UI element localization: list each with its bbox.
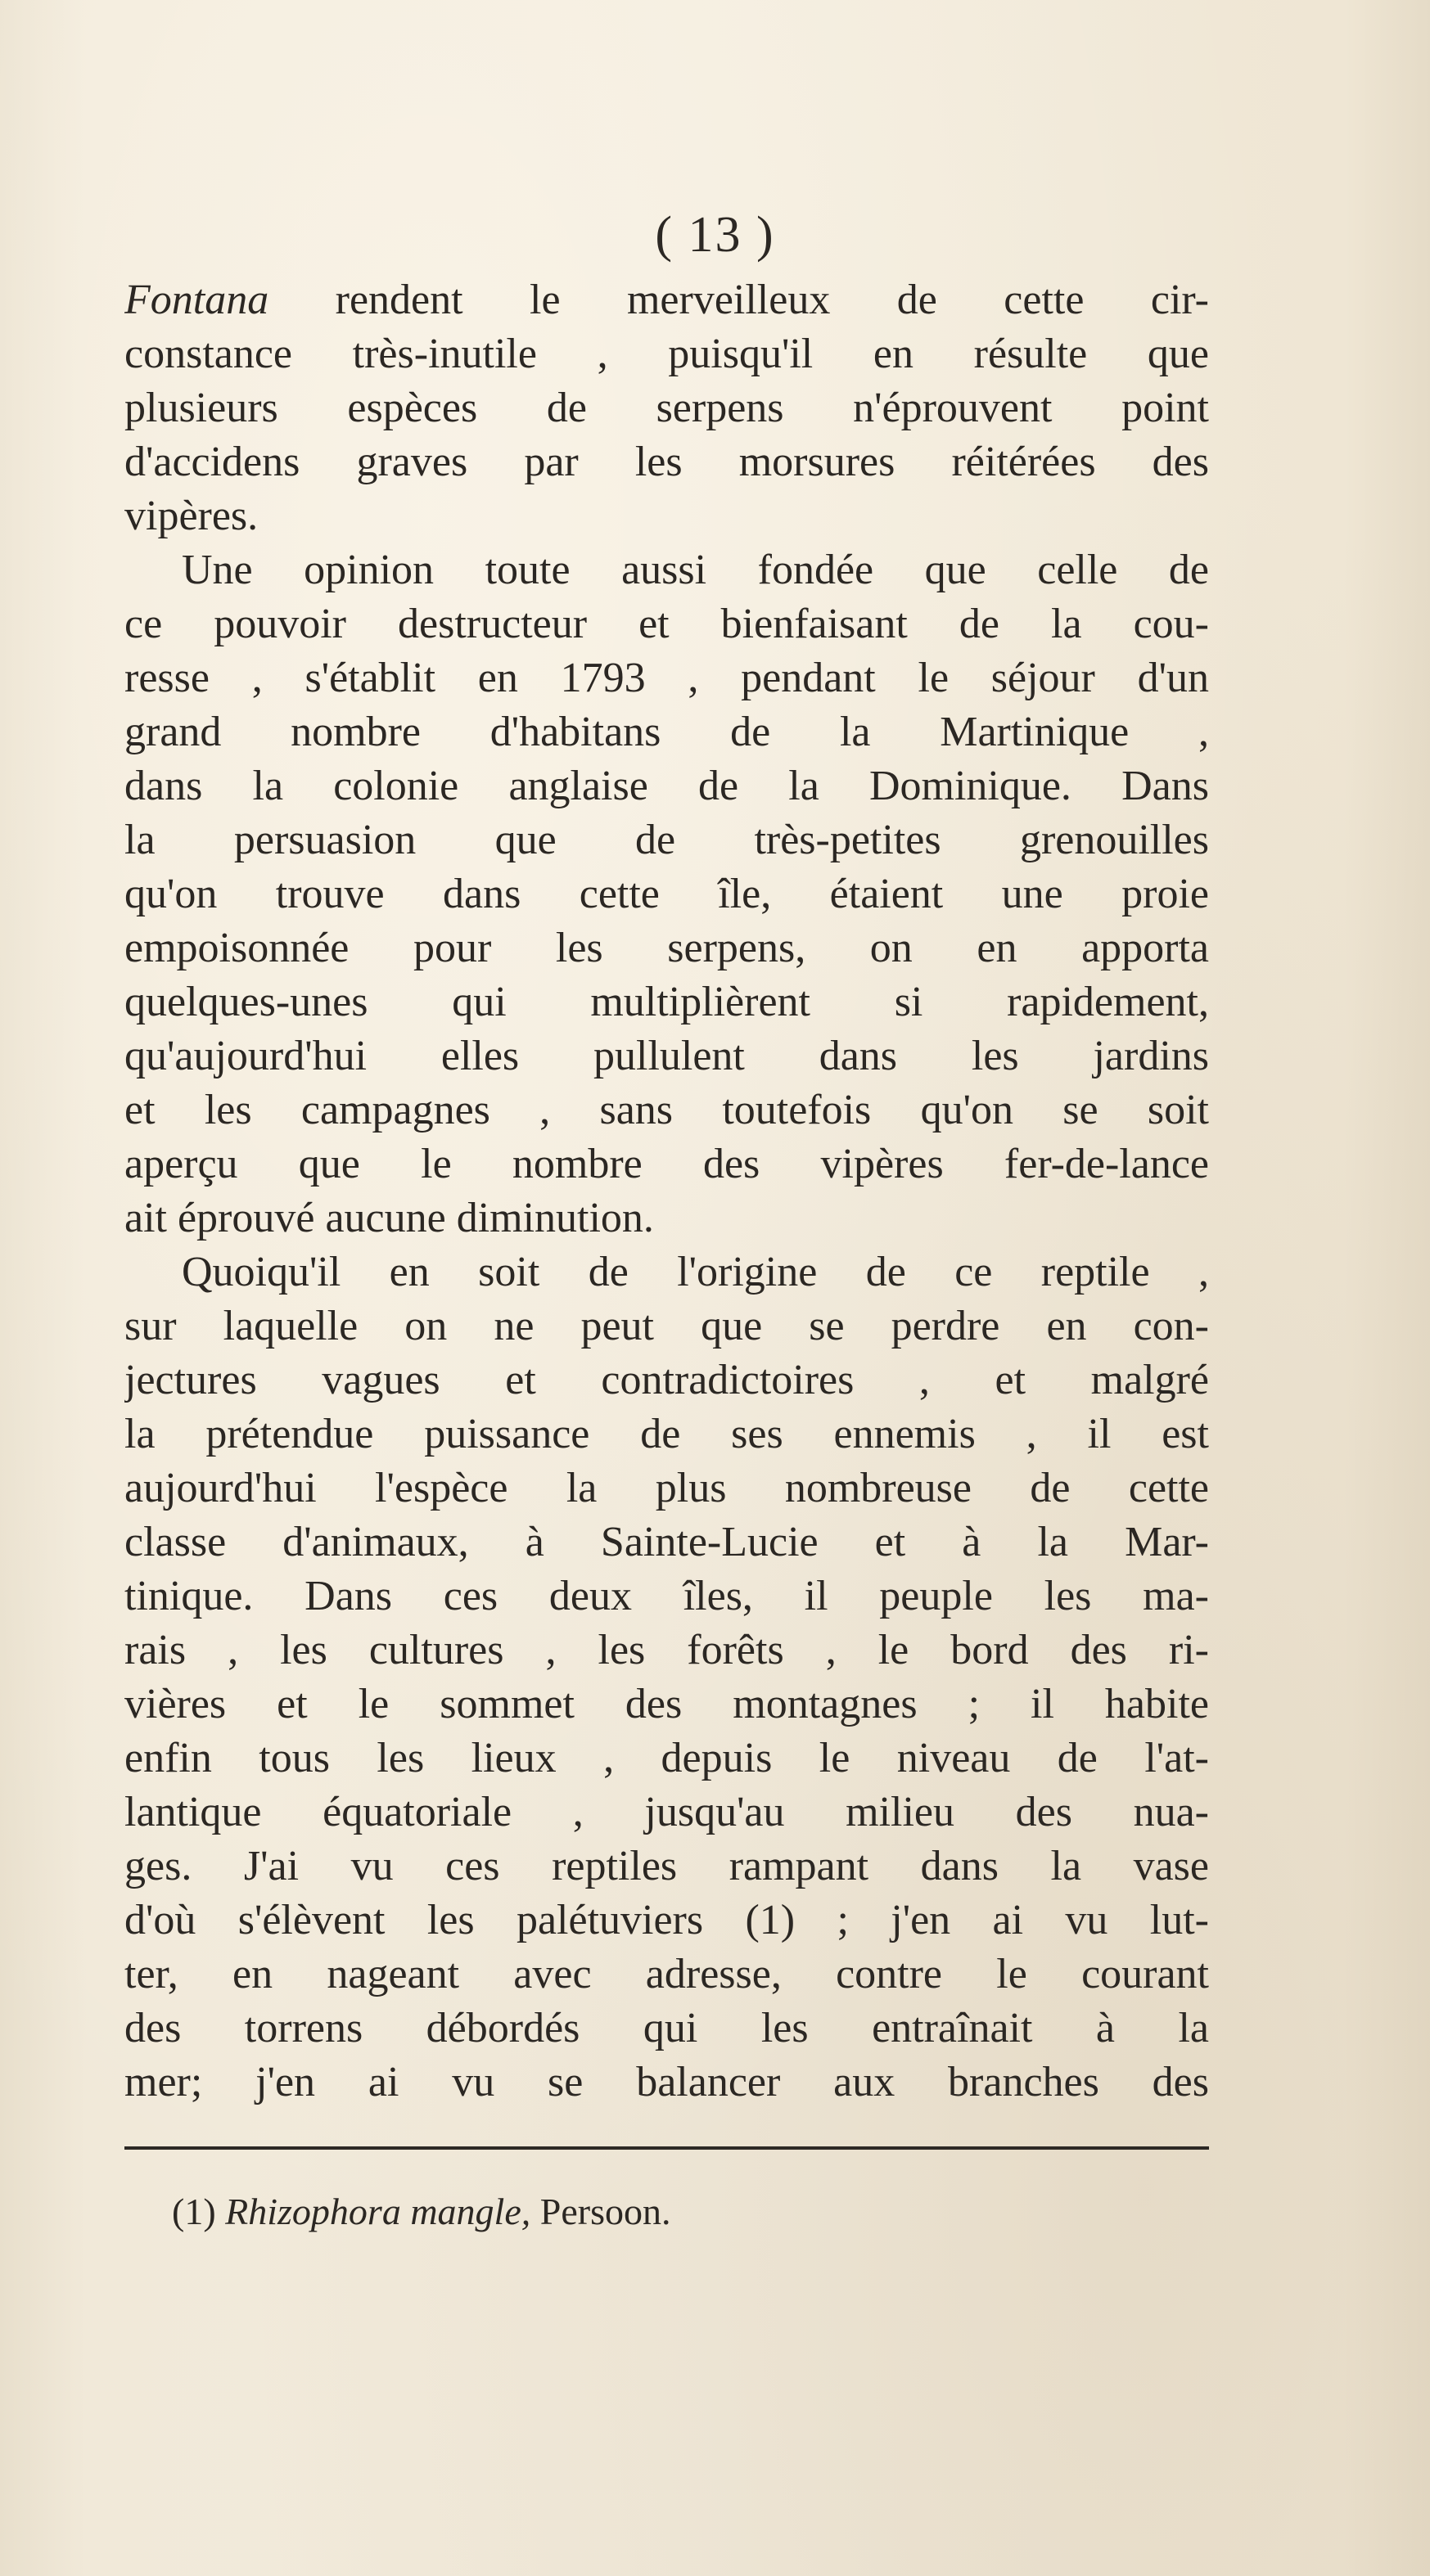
text-line: et les campagnes , sans toutefois qu'on se soit bbox=[124, 1087, 1209, 1133]
text-line: constance très-inutile , puisqu'il en résulte que bbox=[124, 331, 1209, 377]
footnote-marker: (1) bbox=[172, 2191, 216, 2232]
text-line: d'où s'élèvent les palétuviers (1) ; j'en ai vu lut- bbox=[124, 1897, 1209, 1943]
text-line: ges. J'ai vu ces reptiles rampant dans la vase bbox=[124, 1843, 1209, 1889]
text-line: ter, en nageant avec adresse, contre le courant bbox=[124, 1951, 1209, 1997]
text-line: vipères. bbox=[124, 493, 259, 539]
text-line: vières et le sommet des montagnes ; il habite bbox=[124, 1681, 1209, 1727]
text-line: tinique. Dans ces deux îles, il peuple les ma- bbox=[124, 1573, 1209, 1619]
text-line: empoisonnée pour les serpens, on en apporta bbox=[124, 925, 1209, 971]
paragraph-start-line: Une opinion toute aussi fondée que celle de bbox=[182, 547, 1209, 593]
text-line: mer; j'en ai vu se balancer aux branches des bbox=[124, 2059, 1209, 2105]
author-name: Fontana bbox=[124, 277, 269, 323]
text-line: aujourd'hui l'espèce la plus nombreuse de cette bbox=[124, 1465, 1209, 1511]
text-line: resse , s'établit en 1793 , pendant le séjour d'un bbox=[124, 655, 1209, 701]
text-line: qu'on trouve dans cette île, étaient une proie bbox=[124, 871, 1209, 917]
text-line: classe d'animaux, à Sainte-Lucie et à la Mar- bbox=[124, 1519, 1209, 1565]
text-line: la persuasion que de très-petites grenouilles bbox=[124, 817, 1209, 863]
text-line: la prétendue puissance de ses ennemis , il est bbox=[124, 1411, 1209, 1457]
text-line: grand nombre d'habitans de la Martinique , bbox=[124, 709, 1209, 755]
text-line: qu'aujourd'hui elles pullulent dans les jardins bbox=[124, 1033, 1209, 1079]
body-text bbox=[124, 273, 1209, 2110]
text-line: Fontana rendent le merveilleux de cette cir- bbox=[124, 277, 1209, 323]
text-line: sur laquelle on ne peut que se perdre en con- bbox=[124, 1303, 1209, 1349]
text-line: des torrens débordés qui les entraînait à la bbox=[124, 2005, 1209, 2051]
text-line: ait éprouvé aucune diminution. bbox=[124, 1195, 654, 1241]
text-line: aperçu que le nombre des vipères fer-de-lance bbox=[124, 1141, 1209, 1187]
text-line: plusieurs espèces de serpens n'éprouvent point bbox=[124, 385, 1209, 431]
text-line: rais , les cultures , les forêts , le bord des ri- bbox=[124, 1627, 1209, 1673]
page-number: ( 13 ) bbox=[655, 207, 775, 263]
text-line: quelques-unes qui multiplièrent si rapidement, bbox=[124, 979, 1209, 1025]
footnote-divider bbox=[124, 2146, 1209, 2150]
text-line: dans la colonie anglaise de la Dominique. Dans bbox=[124, 763, 1209, 809]
footnote-author: Persoon. bbox=[539, 2191, 671, 2232]
text-line: jectures vagues et contradictoires , et malgré bbox=[124, 1357, 1209, 1403]
paragraph-start-line: Quoiqu'il en soit de l'origine de ce reptile , bbox=[182, 1249, 1209, 1295]
footnote bbox=[172, 2185, 670, 2239]
footnote-botanical-name: Rhizophora mangle, bbox=[225, 2191, 531, 2232]
text-line: d'accidens graves par les morsures réitérées des bbox=[124, 439, 1209, 485]
text-line: ce pouvoir destructeur et bienfaisant de la cou- bbox=[124, 601, 1209, 647]
text-line: lantique équatoriale , jusqu'au milieu des nua- bbox=[124, 1789, 1209, 1835]
text-line: enfin tous les lieux , depuis le niveau de l'at- bbox=[124, 1735, 1209, 1781]
